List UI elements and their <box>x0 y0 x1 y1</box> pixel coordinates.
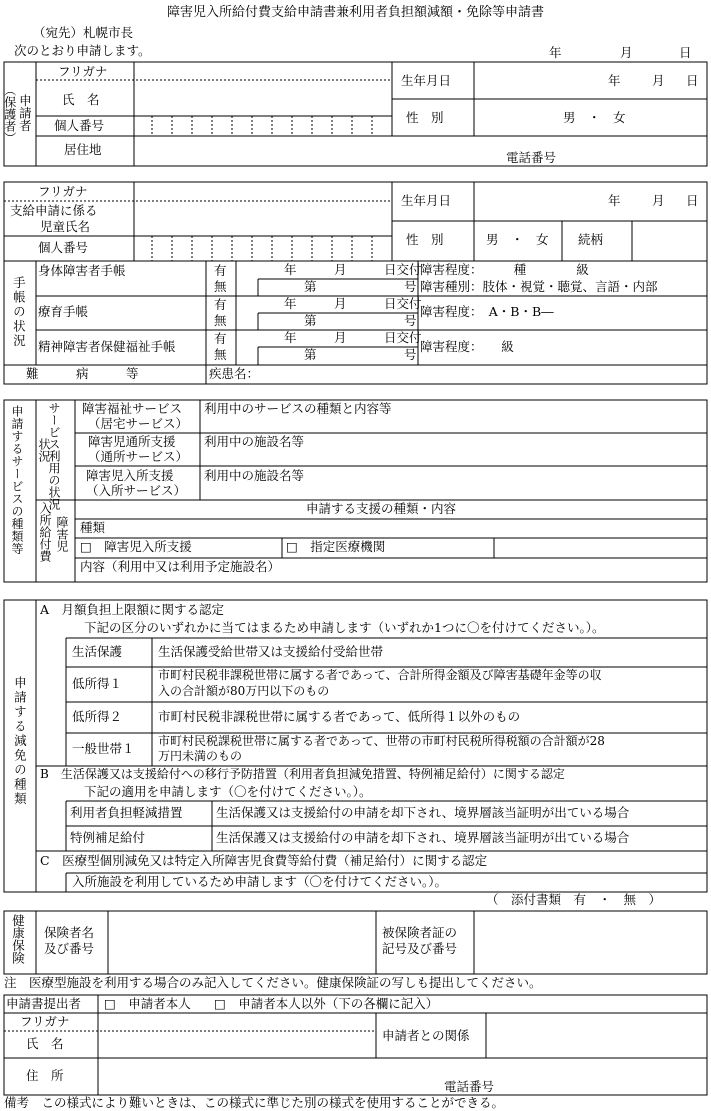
handbook-number-mental: 第 号 <box>304 347 417 362</box>
attachment-note: （ 添付書類 有 ・ 無 ） <box>486 892 662 907</box>
handbook-type-physical: 障害種別：肢体・視覚・聴覚、言語・内部 <box>420 279 658 294</box>
child-birth-year: 年 <box>608 193 621 208</box>
applicant-sex-options: 男 ・ 女 <box>563 110 626 125</box>
date-day-label: 日 <box>679 45 692 60</box>
reduction-b-special-desc: 生活保護又は支援給付の申請を却下され、境界層該当証明が出ている場合 <box>216 830 630 845</box>
handbook-has-mental: 有 <box>214 331 227 346</box>
handbook-none-physical: 無 <box>214 279 227 294</box>
reduction-a-welfare-name: 生活保護 <box>72 644 123 659</box>
child-name-label-2: 児童氏名 <box>40 219 91 234</box>
child-birth-month: 月 <box>652 193 665 208</box>
handbook-name-mental: 精神障害者保健福祉手帳 <box>38 339 176 354</box>
reduction-b-burden-desc: 生活保護又は支援給付の申請を却下され、境界層該当証明が出ている場合 <box>216 805 630 820</box>
handbook-grade-rehab: 障害程度： A・B・B― <box>420 304 554 319</box>
submitter-name-label: 氏 名 <box>26 1036 64 1051</box>
intractable-disease-label: 難 病 等 <box>26 366 139 381</box>
support-kind-label: 種類 <box>80 520 106 535</box>
handbook-none-rehab: 無 <box>214 313 227 328</box>
child-birth-day: 日 <box>686 193 699 208</box>
reduction-c-title: C 医療型個別減免又は特定入所障害児食費等給付費（補足給付）に関する認定 <box>40 853 488 868</box>
applicant-address-label: 居住地 <box>64 142 102 157</box>
insured-label-1: 被保険者証の <box>382 925 458 940</box>
reduction-b-title: B 生活保護又は支援給付への移行予防措置（利用者負担減免措置、特例補足給付）に関する認定 <box>40 767 565 781</box>
reduction-a-welfare-desc: 生活保護受給世帯又は支援給付受給世帯 <box>158 644 384 659</box>
submitter-phone-label: 電話番号 <box>444 1079 495 1094</box>
service-benefit-label-2: 障害児 <box>55 516 69 552</box>
applicant-furigana-label: フリガナ <box>58 64 108 79</box>
child-id-label: 個人番号 <box>38 240 89 255</box>
service-name-residential-1: 障害児入所支援 <box>86 468 174 483</box>
intro-text: 次のとおり申請します。 <box>14 43 151 58</box>
handbook-none-mental: 無 <box>214 347 227 362</box>
reduction-a-low1-desc-2: 入の合計額が80万円以下のもの <box>158 684 330 698</box>
support-option-residential[interactable]: □ 障害児入所支援 <box>80 539 192 554</box>
reduction-a-low1-name: 低所得１ <box>72 676 123 691</box>
applicant-birth-day: 日 <box>686 73 699 88</box>
service-detail-residential: 利用中の施設名等 <box>204 468 305 483</box>
submitter-address-label: 住 所 <box>26 1068 64 1083</box>
handbook-issue-physical: 年 月 日交付 <box>284 262 422 277</box>
child-birthdate-label: 生年月日 <box>401 193 452 208</box>
insurer-label-1: 保険者名 <box>44 925 95 940</box>
service-detail-daycare: 利用中の施設名等 <box>204 434 305 449</box>
service-usage-label: サービス利用の状況 <box>47 402 61 510</box>
handbook-grade-physical: 障害程度： 種 級 <box>420 262 589 277</box>
reduction-c-desc: 入所施設を利用しているため申請します（〇を付けてください。）。 <box>72 874 448 889</box>
applicant-name-label: 氏 名 <box>62 92 100 107</box>
child-furigana-label: フリガナ <box>38 184 88 199</box>
form-title: 障害児入所給付費支給申請書兼利用者負担額減額・免除等申請書 <box>166 5 544 20</box>
service-section-label: 申請するサービスの種類等 <box>10 405 24 555</box>
service-detail-home: 利用中のサービスの種類と内容等 <box>204 401 392 416</box>
service-name-home-1: 障害福祉サービス <box>82 401 183 416</box>
insurer-label-2: 及び番号 <box>44 941 95 956</box>
support-content-label: 内容（利用中又は利用予定施設名） <box>80 559 281 574</box>
reduction-b-burden-name: 利用者負担軽減措置 <box>70 805 183 820</box>
handbook-has-rehab: 有 <box>214 297 227 312</box>
submitter-label: 申請書提出者 <box>6 996 82 1011</box>
addressee: （宛先）札幌市長 <box>33 25 134 40</box>
handbook-issue-rehab: 年 月 日交付 <box>284 296 422 311</box>
handbook-grade-mental: 障害程度： 級 <box>420 339 514 354</box>
insurance-note: 注 医療型施設を利用する場合のみ記入してください。健康保険証の写しも提出してください。 <box>4 975 542 990</box>
applicant-birthdate-label: 生年月日 <box>401 73 452 88</box>
submitter-relation-label: 申請者との関係 <box>382 1028 470 1043</box>
disease-name-label: 疾患名： <box>209 366 260 381</box>
reduction-b-desc: 下記の適用を申請します（〇を付けてください。）。 <box>84 784 372 799</box>
reduction-a-title: A 月額負担上限額に関する認定 <box>40 602 225 617</box>
applicant-birth-month: 月 <box>652 73 665 88</box>
handbook-name-rehab: 療育手帳 <box>38 304 89 319</box>
remarks: 備考 この様式により難いときは、この様式に準じた別の様式を使用することができる。 <box>4 1095 505 1110</box>
child-name-label-1: 支給申請に係る <box>10 203 98 218</box>
reduction-a-low2-name: 低所得２ <box>72 709 123 724</box>
child-relation-label: 続柄 <box>578 232 604 247</box>
service-name-daycare-2: （通所サービス） <box>88 449 189 464</box>
service-benefit-label-1: 入所給付費 <box>38 502 52 562</box>
date-year-label: 年 <box>549 45 562 60</box>
reduction-a-desc: 下記の区分のいずれかに当てはまるため申請します（いずれか1つに〇を付けてください。）。 <box>84 620 605 635</box>
reduction-b-special-name: 特例補足給付 <box>70 830 146 845</box>
applicant-sex-label: 性 別 <box>406 110 444 125</box>
applicant-section-label: 申請者 <box>17 94 33 132</box>
submitter-option-self[interactable]: □ 申請者本人 <box>104 996 191 1011</box>
applicant-section-sub: （保護者） <box>2 84 17 144</box>
reduction-a-low1-desc-1: 市町村民税非課税世帯に属する者であって、合計所得金額及び障害基礎年金等の収 <box>158 668 602 682</box>
handbook-has-physical: 有 <box>214 263 227 278</box>
date-month-label: 月 <box>620 45 633 60</box>
reduction-a-general-desc-2: 万円未満のもの <box>158 749 243 763</box>
insurance-section-label: 健康保険 <box>10 914 26 964</box>
reduction-section-label: 申請する減免の種類 <box>12 676 28 807</box>
submitter-option-other[interactable]: □ 申請者本人以外（下の各欄に記入） <box>214 996 439 1011</box>
service-name-home-2: （居宅サービス） <box>88 416 189 431</box>
handbook-section-label: 手帳の状況 <box>11 276 27 349</box>
handbook-issue-mental: 年 月 日交付 <box>284 330 422 345</box>
insured-label-2: 記号及び番号 <box>382 941 458 956</box>
submitter-furigana-label: フリガナ <box>20 1014 70 1029</box>
support-option-medical[interactable]: □ 指定医療機関 <box>286 539 386 554</box>
applicant-id-label: 個人番号 <box>54 118 105 133</box>
child-sex-options: 男 ・ 女 <box>486 232 549 247</box>
applicant-phone-label: 電話番号 <box>506 150 557 165</box>
support-header: 申請する支援の種類・内容 <box>306 501 457 516</box>
child-sex-label: 性 別 <box>406 232 444 247</box>
handbook-number-rehab: 第 号 <box>304 313 417 328</box>
applicant-birth-year: 年 <box>608 73 621 88</box>
reduction-a-low2-desc: 市町村民税非課税世帯に属する者であって、低所得１以外のもの <box>158 709 521 724</box>
service-name-residential-2: （入所サービス） <box>86 483 187 498</box>
reduction-a-general-desc-1: 市町村民税課税世帯に属する者であって、世帯の市町村民税所得税額の合計額が28 <box>158 734 605 748</box>
reduction-a-general-name: 一般世帯１ <box>72 741 135 756</box>
service-name-daycare-1: 障害児通所支援 <box>88 434 176 449</box>
handbook-name-physical: 身体障害者手帳 <box>38 263 126 278</box>
handbook-number-physical: 第 号 <box>304 279 417 294</box>
service-usage-sublabel: 状況 <box>37 438 51 462</box>
